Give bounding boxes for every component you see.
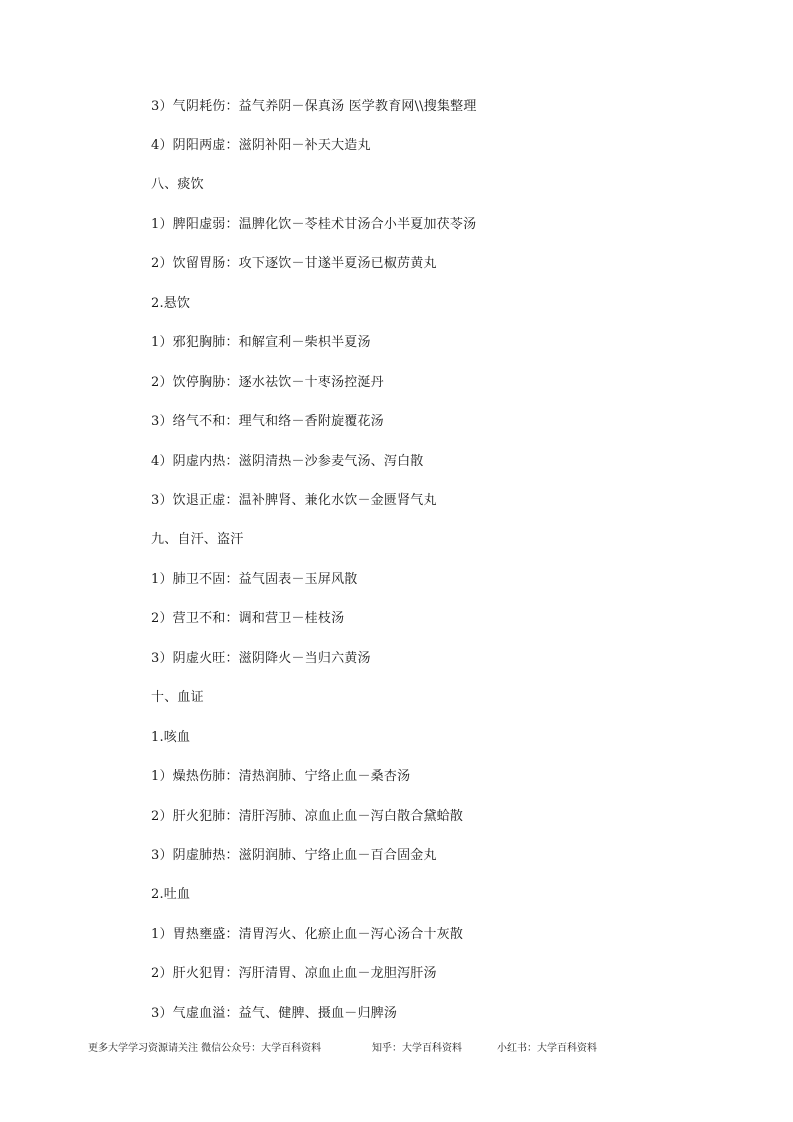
text-line: 1）脾阳虚弱：温脾化饮－苓桂术甘汤合小半夏加茯苓汤 (151, 217, 477, 232)
section-heading: 九、自汗、盗汗 (151, 532, 244, 547)
subsection-heading: 2.吐血 (151, 887, 191, 902)
text-line: 3）气阴耗伤：益气养阴－保真汤 医学教育网\\搜集整理 (151, 99, 477, 114)
section-heading: 十、血证 (151, 690, 204, 705)
text-line: 3）饮退正虚：温补脾肾、兼化水饮－金匮肾气丸 (151, 493, 437, 508)
text-line: 2）饮停胸胁：逐水祛饮－十枣汤控涎丹 (151, 375, 384, 390)
subsection-heading: 2.悬饮 (151, 296, 191, 311)
text-line: 2）肝火犯胃：泻肝清胃、凉血止血－龙胆泻肝汤 (151, 966, 437, 981)
text-line: 1）燥热伤肺：清热润肺、宁络止血－桑杏汤 (151, 769, 411, 784)
subsection-heading: 1.咳血 (151, 730, 191, 745)
text-line: 1）邪犯胸肺：和解宣利－柴枳半夏汤 (151, 335, 371, 350)
section-heading: 八、痰饮 (151, 177, 204, 192)
text-line: 3）气虚血溢：益气、健脾、摄血－归脾汤 (151, 1006, 398, 1021)
footer-xiaohongshu: 小红书：大学百科资料 (497, 1043, 597, 1054)
text-line: 1）肺卫不固：益气固表－玉屏风散 (151, 572, 358, 587)
text-line: 1）胃热壅盛：清胃泻火、化瘀止血－泻心汤合十灰散 (151, 927, 464, 942)
footer-wechat: 更多大学学习资源请关注 微信公众号：大学百科资料 (88, 1043, 322, 1054)
text-line: 4）阴虚内热：滋阴清热－沙参麦气汤、泻白散 (151, 454, 424, 469)
text-line: 4）阴阳两虚：滋阴补阳－补天大造丸 (151, 138, 371, 153)
text-line: 2）营卫不和：调和营卫－桂枝汤 (151, 611, 345, 626)
footer-zhihu: 知乎：大学百科资料 (372, 1043, 462, 1054)
text-line: 3）阴虚火旺：滋阴降火－当归六黄汤 (151, 651, 371, 666)
text-line: 2）肝火犯肺：清肝泻肺、凉血止血－泻白散合黛蛤散 (151, 809, 464, 824)
text-line: 2）饮留胃肠：攻下逐饮－甘遂半夏汤已椒苈黄丸 (151, 256, 437, 271)
text-line: 3）阴虚肺热：滋阴润肺、宁络止血－百合固金丸 (151, 848, 437, 863)
text-line: 3）络气不和：理气和络－香附旋覆花汤 (151, 414, 384, 429)
